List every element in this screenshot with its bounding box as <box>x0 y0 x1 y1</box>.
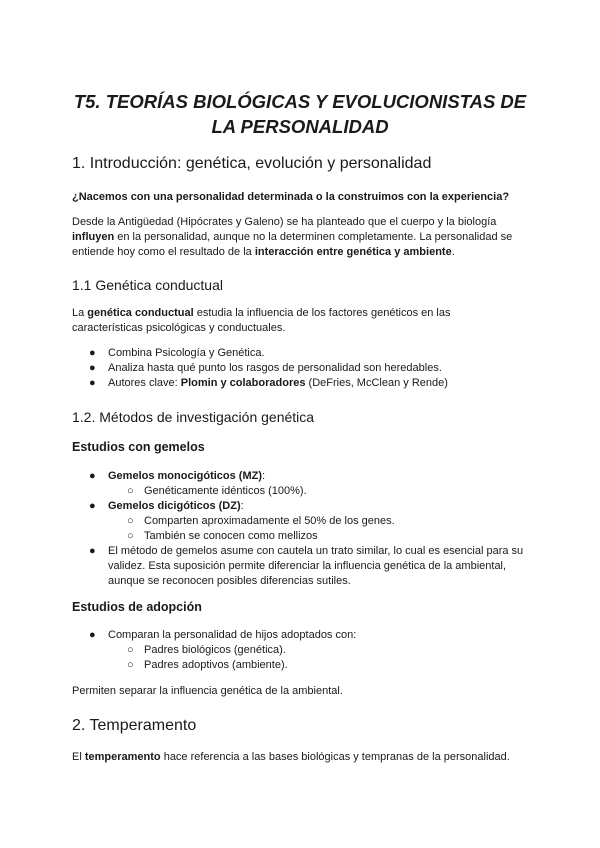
adoption-paragraph: Permiten separar la influencia genética de la ambiental. <box>72 685 343 697</box>
section-1-heading: 1. Introducción: genética, evolución y personalidad <box>72 155 432 172</box>
paragraph-line <box>72 306 532 321</box>
list-item-line: validez. Esta suposición permite diferenciar la influencia genética de la ambiental, <box>108 560 507 572</box>
sub-list-item: Genéticamente idénticos (100%). <box>144 485 307 497</box>
list-item <box>108 376 448 391</box>
bullet-icon: ● <box>89 377 96 389</box>
list-item: Comparan la personalidad de hijos adoptados con: <box>108 629 357 641</box>
bold-text: Gemelos monocigóticos (MZ) <box>108 470 263 482</box>
text: El <box>72 751 85 763</box>
section-1-2-heading: 1.2. Métodos de investigación genética <box>72 409 315 425</box>
text: : <box>262 470 266 482</box>
list-item <box>108 469 265 484</box>
sub-bullet-icon: ○ <box>127 530 134 542</box>
list-item <box>108 544 538 589</box>
section-1-1-paragraph <box>72 306 532 336</box>
paragraph-line: Desde la Antigüedad (Hipócrates y Galeno) se ha planteado que el cuerpo y la biología <box>72 216 497 228</box>
section-1-paragraph <box>72 215 532 260</box>
bullet-icon: ● <box>89 545 96 557</box>
sub-bullet-icon: ○ <box>127 659 134 671</box>
sub-bullet-icon: ○ <box>127 485 134 497</box>
list-item: Analiza hasta qué punto los rasgos de personalidad son heredables. <box>108 362 442 374</box>
adoption-subheading: Estudios de adopción <box>72 600 202 614</box>
sub-bullet-icon: ○ <box>127 515 134 527</box>
list-item-line: aunque se reconocen posibles diferencias sutiles. <box>108 575 351 587</box>
paragraph-line <box>72 245 532 260</box>
list-item <box>108 499 244 514</box>
sub-list-item: Padres biológicos (genética). <box>144 644 286 656</box>
text: Autores clave: <box>108 377 181 389</box>
bold-text: influyen <box>72 231 115 243</box>
twins-subheading: Estudios con gemelos <box>72 440 205 454</box>
text: estudia la influencia de los factores genéticos en las <box>193 307 451 319</box>
title-line-2: LA PERSONALIDAD <box>211 116 389 137</box>
bold-text: temperamento <box>84 751 161 763</box>
sub-list-item: También se conocen como mellizos <box>144 530 318 542</box>
sub-list-item: Padres adoptivos (ambiente). <box>144 659 288 671</box>
bullet-icon: ● <box>89 500 96 512</box>
bullet-icon: ● <box>89 362 96 374</box>
sub-list-item: Comparten aproximadamente el 50% de los genes. <box>144 515 395 527</box>
text: (DeFries, McClean y Rende) <box>305 377 448 389</box>
text: : <box>240 500 244 512</box>
text: . <box>451 246 455 258</box>
document-title <box>60 89 540 139</box>
bold-text: genética conductual <box>87 307 194 319</box>
title-line-1: T5. TEORÍAS BIOLÓGICAS Y EVOLUCIONISTAS DE <box>73 91 527 112</box>
sub-bullet-icon: ○ <box>127 644 134 656</box>
text: en la personalidad, aunque no la determinen completamente. La personalidad se <box>114 231 513 243</box>
bullet-icon: ● <box>89 470 96 482</box>
text: La <box>72 307 88 319</box>
text: hace referencia a las bases biológicas y tempranas de la personalidad. <box>160 751 510 763</box>
bullet-icon: ● <box>89 629 96 641</box>
section-2-heading: 2. Temperamento <box>72 717 197 734</box>
text: entiende hoy como el resultado de la <box>72 246 255 258</box>
section-1-question: ¿Nacemos con una personalidad determinada o la construimos con la experiencia? <box>72 191 510 203</box>
paragraph-line <box>72 230 532 245</box>
bold-text: Plomin y colaboradores <box>180 377 306 389</box>
bold-text: Gemelos dicigóticos (DZ) <box>108 500 241 512</box>
paragraph-line: características psicológicas y conductuales. <box>72 322 286 334</box>
list-item-line: El método de gemelos asume con cautela un trato similar, lo cual es esencial para su <box>108 545 524 557</box>
list-item: Combina Psicología y Genética. <box>108 347 265 359</box>
bold-text: interacción entre genética y ambiente <box>254 246 452 258</box>
bullet-icon: ● <box>89 347 96 359</box>
section-2-paragraph <box>72 750 532 765</box>
section-1-1-heading: 1.1 Genética conductual <box>72 277 223 293</box>
